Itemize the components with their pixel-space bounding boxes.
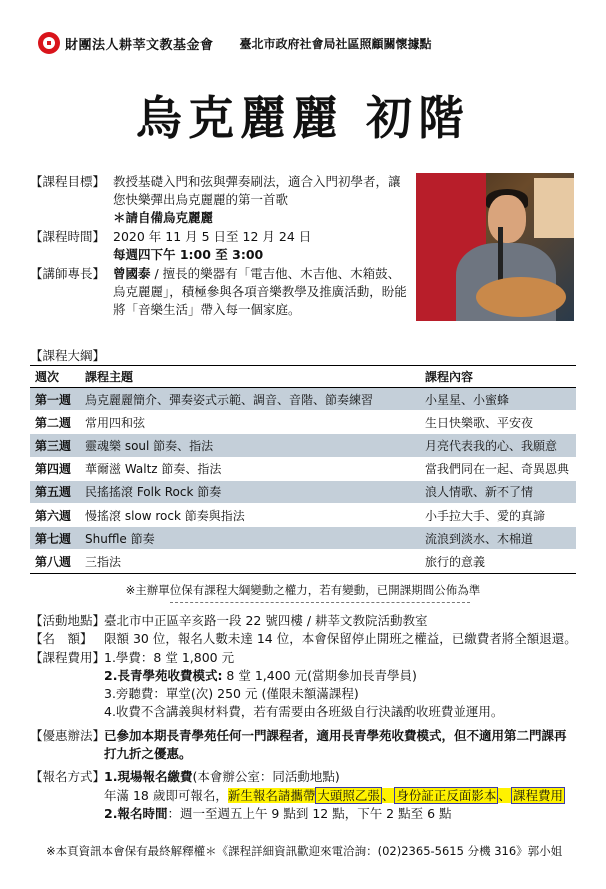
goal-value	[113, 173, 412, 227]
course-info	[30, 173, 412, 320]
place-label: 【活動地點】	[30, 613, 106, 628]
topic-cell: 民搖搖滾 Folk Rock 節奏	[80, 480, 420, 503]
syllabus-header-row	[30, 366, 576, 388]
discount-label: 【優惠辦法】	[30, 727, 106, 743]
signup-row	[30, 768, 578, 823]
time-value	[113, 228, 412, 264]
place-value: 臺北市中正區辛亥路一段 22 號四樓 / 耕莘文教院活動教室	[104, 613, 428, 628]
signup-time-rest: ：週一至週五上午 9 點到 12 點，下午 2 點至 6 點	[167, 805, 452, 821]
fee-value	[104, 649, 578, 722]
discount-value: 已參加本期長青學苑任何一門課程者，適用長青學苑收費模式，但不適用第二門課再打九折之優惠。	[104, 727, 567, 762]
foundation-logo-icon	[38, 32, 60, 54]
page-title: 烏克麗麗 初階	[135, 91, 470, 145]
goal-note: ＊請自備烏克麗麗	[113, 210, 214, 225]
table-row	[30, 434, 576, 457]
signup-time-bold: 2.報名時間	[104, 805, 168, 821]
signup-id-item: 身份証正反面影本	[396, 787, 497, 803]
content-cell: 小手拉大手、愛的真諦	[420, 503, 576, 526]
quota-label: 【名 額】	[30, 631, 93, 647]
table-row	[30, 457, 576, 480]
time-dates: 2020 年 11 月 5 日至 12 月 24 日	[113, 229, 312, 244]
teacher-value	[113, 265, 412, 319]
header-content: 課程內容	[420, 366, 576, 388]
signup-photo-item: 大頭照乙張	[317, 787, 380, 803]
table-row	[30, 527, 576, 550]
table-row	[30, 411, 576, 434]
syllabus-note: ※主辦單位保有課程大綱變動之權力，若有變動，已開課期間公佈為準	[125, 583, 481, 597]
topic-cell: 華爾滋 Waltz 節奏、指法	[80, 457, 420, 480]
header	[38, 30, 578, 56]
week-cell: 第二週	[30, 411, 80, 434]
details	[30, 612, 578, 823]
topic-cell: 慢搖滾 slow rock 節奏與指法	[80, 503, 420, 526]
signup-item-1-bold: 1.現場報名繳費	[104, 769, 193, 785]
week-cell: 第六週	[30, 503, 80, 526]
signup-sep-2: 、	[498, 787, 511, 803]
content-cell: 小星星、小蜜蜂	[420, 388, 576, 411]
topic-cell: 烏克麗麗簡介、彈奏姿式示範、調音、音階、節奏練習	[80, 388, 420, 411]
signup-fee-item: 課程費用	[512, 787, 563, 803]
time-row	[30, 228, 412, 264]
goal-row	[30, 173, 412, 227]
topic-cell: 三指法	[80, 550, 420, 573]
content-cell: 月亮代表我的心、我願意	[420, 434, 576, 457]
time-label: 【課程時間】	[30, 229, 106, 244]
content-cell: 浪人情歌、新不了情	[420, 480, 576, 503]
week-cell: 第七週	[30, 527, 80, 550]
teacher-row	[30, 265, 412, 319]
week-cell: 第三週	[30, 434, 80, 457]
week-cell: 第五週	[30, 480, 80, 503]
footer-note: ※本頁資訊本會保有最終解釋權＊《課程詳細資訊歡迎來電洽詢：(02)2365-5615 分機 316》郭小姐	[46, 844, 563, 858]
signup-value	[104, 768, 578, 823]
signup-label: 【報名方式】	[30, 769, 106, 785]
discount-row	[30, 727, 578, 764]
table-row	[30, 480, 576, 503]
signup-bring-highlight: 新生報名請攜帶	[227, 787, 316, 803]
topic-cell: Shuffle 節奏	[80, 527, 420, 550]
content-cell: 流浪到淡水、木棉道	[420, 527, 576, 550]
fee-row	[30, 649, 578, 722]
topic-cell: 靈魂樂 soul 節奏、指法	[80, 434, 420, 457]
table-row	[30, 388, 576, 411]
table-row	[30, 550, 576, 573]
syllabus-table	[30, 365, 576, 574]
fee-item-1: 1.學費：8 堂 1,800 元	[104, 649, 235, 665]
quota-value: 限額 30 位，報名人數未達 14 位，本會保留停止開班之權益，已繳費者將全額退還。	[104, 631, 577, 647]
topic-cell: 常用四和弦	[80, 411, 420, 434]
fee-item-4: 4.收費不含講義與材料費，若有需要由各班級自行決議酌收班費並運用。	[104, 704, 504, 720]
week-cell: 第四週	[30, 457, 80, 480]
outline-label: 【課程大綱】	[30, 348, 106, 363]
teacher-photo	[416, 173, 574, 321]
org-name: 財團法人耕莘文教基金會	[65, 37, 214, 53]
gov-note: 臺北市政府社會局社區照顧關懷據點	[239, 36, 432, 51]
week-cell: 第八週	[30, 550, 80, 573]
content-cell: 旅行的意義	[420, 550, 576, 573]
quota-row	[30, 630, 578, 648]
signup-item-1-rest: (本會辦公室：同活動地點)	[192, 769, 340, 785]
divider	[170, 602, 470, 603]
header-week: 週次	[30, 366, 80, 388]
time-weekly: 每週四下午 1:00 至 3:00	[113, 247, 264, 262]
fee-item-2-rest: 8 堂 1,400 元(當期參加長青學員)	[222, 667, 417, 683]
goal-label: 【課程目標】	[30, 174, 106, 189]
table-row	[30, 503, 576, 526]
fee-item-2-bold: 2.長青學苑收費模式:	[104, 667, 223, 683]
content-cell: 生日快樂歌、平安夜	[420, 411, 576, 434]
goal-text: 教授基礎入門和弦與彈奏刷法，適合入門初學者，讓您快樂彈出烏克麗麗的第一首歌	[113, 174, 401, 207]
fee-item-3: 3.旁聽費：單堂(次) 250 元 (僅限未額滿課程)	[104, 686, 359, 702]
header-topic: 課程主題	[80, 366, 420, 388]
teacher-text: / 擅長的樂器有「電吉他、木吉他、木箱鼓、烏克麗麗」，積極參與各項音樂教學及推廣活動，盼能將「音樂生活」帶入每一個家庭。	[113, 266, 407, 317]
signup-sep-1: 、	[381, 787, 395, 803]
fee-label: 【課程費用】	[30, 649, 106, 665]
week-cell: 第一週	[30, 388, 80, 411]
teacher-label: 【講師專長】	[30, 266, 106, 281]
place-row	[30, 612, 578, 630]
signup-age-note: 年滿 18 歲即可報名，	[104, 787, 228, 803]
content-cell: 當我們同在一起、奇異恩典	[420, 457, 576, 480]
teacher-name: 曾國泰	[113, 266, 151, 281]
